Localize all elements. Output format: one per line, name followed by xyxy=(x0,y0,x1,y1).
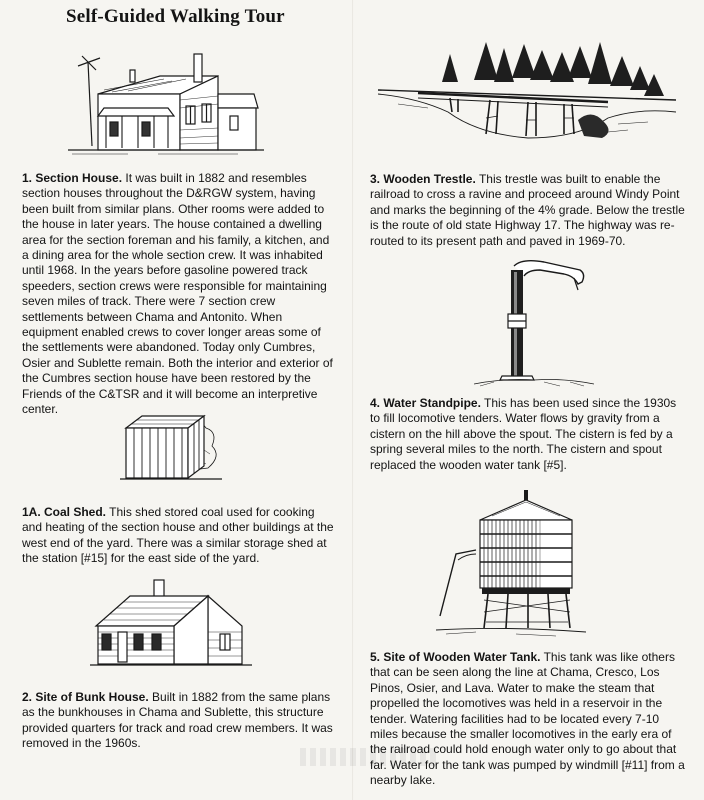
page-title: Self-Guided Walking Tour xyxy=(66,6,285,27)
entry-water-tank xyxy=(370,650,688,789)
entry-body: This trestle was built to enable the railroad to cross a ravine and proceed around Windy Point and marks the beginning of the 4% grade. Below the trestle is the route of old state Highway 17. The highway was re-routed to its present path and paved in 1969-70. xyxy=(370,172,685,248)
entry-heading: 1A. Coal Shed. xyxy=(22,505,107,519)
wooden-trestle-illustration xyxy=(378,38,676,150)
entry-heading: 4. Water Standpipe. xyxy=(370,396,481,410)
entry-water-standpipe xyxy=(370,396,688,473)
entry-heading: 3. Wooden Trestle. xyxy=(370,172,476,186)
entry-body: It was built in 1882 and resembles section houses throughout the D&RGW system, having been built from similar plans. Other rooms were added to the house in later years. The house contained a dwelling area for the section foreman and his family, a kitchen, and a dining area for the whole section crew. It was inhabited until 1968. In the years before gasoline powered track speeders, section crews were responsible for maintaining seven miles of track. There were 7 section crew settlements between Chama and Antonito. When equipment enabled crews to cover longer areas some of the settlements were abandoned. Today only Cumbres, Osier and Sublette remain. Both the interior and exterior of the Cumbres section house have been restored by the Friends of the C&TSR and it will become an interpretive center. xyxy=(22,171,333,417)
section-house-illustration xyxy=(68,46,264,158)
entry-body: This tank was like others that can be seen along the line at Chama, Cresco, Los Pinos, Osier, and Lava. Water to make the steam that propelled the locomotives was held in a reservoir in the tender. Watering facilities had to be located every 7-10 miles because the smaller locomotives in the early era of the railroad could hold enough water only to go about that far. Water for the tank was pumped by windmill [#11] from a nearby lake. xyxy=(370,650,685,788)
entry-heading: 2. Site of Bunk House. xyxy=(22,690,149,704)
entry-section-house xyxy=(22,171,337,418)
water-tank-illustration xyxy=(436,490,586,640)
entry-body: Built in 1882 from the same plans as the bunkhouses in Chama and Sublette, this structure provided quarters for track and road crew members. It was removed in the 1960s. xyxy=(22,690,333,751)
entry-coal-shed xyxy=(22,505,337,567)
entry-body: This shed stored coal used for cooking and heating of the section house and other buildings at the west end of the yard. There was a similar storage shed at the station [#15] for the east side of the yard. xyxy=(22,505,334,566)
bunk-house-illustration xyxy=(90,574,252,674)
entry-bunk-house xyxy=(22,690,337,752)
coal-shed-illustration xyxy=(118,412,224,486)
entry-wooden-trestle xyxy=(370,172,688,249)
water-standpipe-illustration xyxy=(474,256,594,390)
center-fold xyxy=(352,0,354,800)
print-bleed xyxy=(300,748,440,766)
entry-heading: 1. Section House. xyxy=(22,171,123,185)
entry-heading: 5. Site of Wooden Water Tank. xyxy=(370,650,541,664)
entry-body: This has been used since the 1930s to fill locomotive tenders. Water flows by gravity from a cistern on the hill above the spout. The cistern is fed by a spring several miles to the north. The cistern and spout replaced the wooden water tank [#5]. xyxy=(370,396,677,472)
